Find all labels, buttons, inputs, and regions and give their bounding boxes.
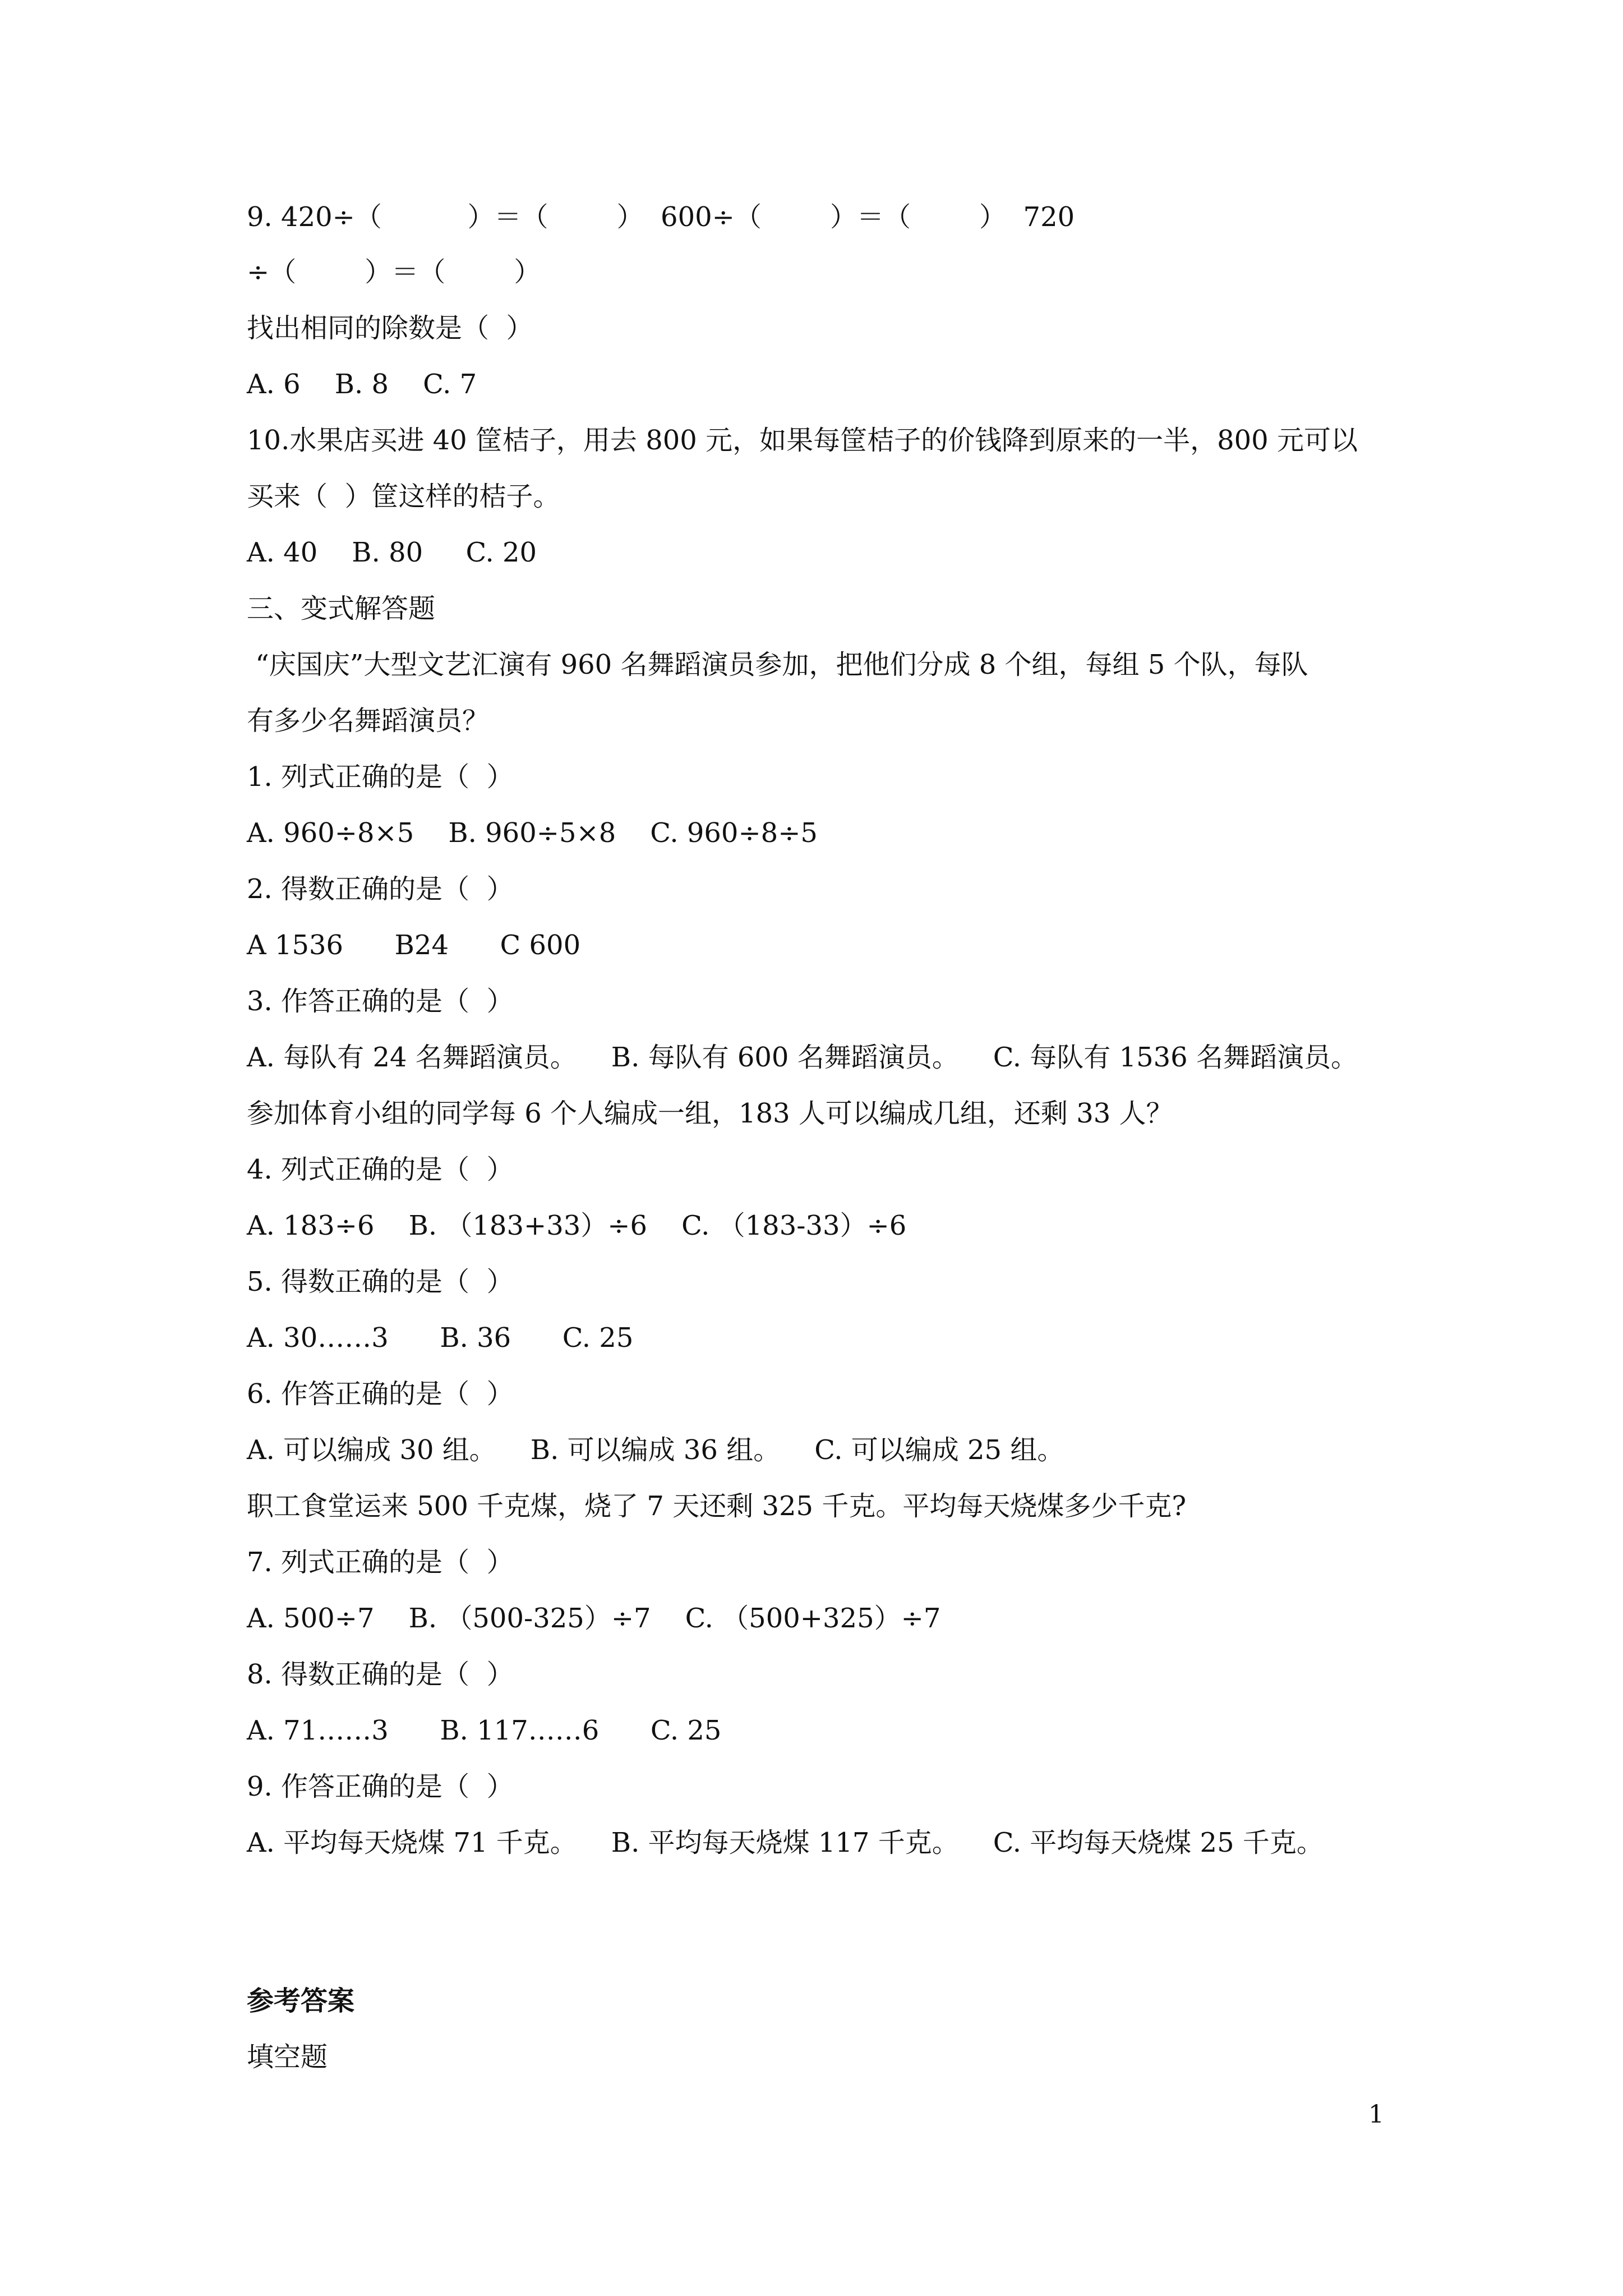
- question-9-options: A. 6 B. 8 C. 7: [247, 369, 477, 400]
- problem-2-text: 参加体育小组的同学每 6 个人编成一组，183 人可以编成几组，还剩 33 人？: [247, 1098, 1173, 1129]
- problem-3-text: 职工食堂运来 500 千克煤，烧了 7 天还剩 325 千克。平均每天烧煤多少千克?: [247, 1490, 1187, 1522]
- sub-question-5: 5. 得数正确的是（ ）: [247, 1266, 514, 1297]
- sub-question-6-options: A. 可以编成 30 组。 B. 可以编成 36 组。 C. 可以编成 25 组。: [247, 1434, 1064, 1466]
- sub-question-7-options: A. 500÷7 B. （500-325）÷7 C. （500+325）÷7: [247, 1603, 941, 1634]
- sub-question-8: 8. 得数正确的是（ ）: [247, 1659, 514, 1690]
- sub-question-4: 4. 列式正确的是（ ）: [247, 1154, 514, 1185]
- sub-question-8-options: A. 71……3 B. 117……6 C. 25: [247, 1715, 722, 1746]
- question-10-options: A. 40 B. 80 C. 20: [247, 537, 537, 568]
- sub-question-1-options: A. 960÷8×5 B. 960÷5×8 C. 960÷8÷5: [247, 817, 818, 849]
- sub-question-6: 6. 作答正确的是（ ）: [247, 1378, 514, 1410]
- section-heading: 三、变式解答题: [247, 593, 436, 624]
- sub-question-4-options: A. 183÷6 B. （183+33）÷6 C. （183-33）÷6: [247, 1210, 907, 1241]
- question-9-line-2: ÷（ ）＝（ ）: [247, 256, 541, 288]
- question-10-line-2: 买来（ ）筐这样的桔子。: [247, 481, 560, 512]
- problem-1-text-line-1: “庆国庆”大型文艺汇演有 960 名舞蹈演员参加，把他们分成 8 个组，每组 5 个队，每队: [247, 649, 1308, 680]
- sub-question-9: 9. 作答正确的是（ ）: [247, 1771, 514, 1802]
- question-9-line-1: 9. 420÷（ ）＝（ ） 600÷（ ）＝（ ） 720: [247, 201, 1075, 233]
- sub-question-9-options: A. 平均每天烧煤 71 千克。 B. 平均每天烧煤 117 千克。 C. 平均每天烧煤 25 千克。: [247, 1827, 1324, 1858]
- page-number: 1: [1368, 2100, 1384, 2129]
- sub-question-3-options: A. 每队有 24 名舞蹈演员。 B. 每队有 600 名舞蹈演员。 C. 每队有 1536 名舞蹈演员。: [247, 1042, 1358, 1073]
- sub-question-2: 2. 得数正确的是（ ）: [247, 873, 514, 905]
- sub-question-1: 1. 列式正确的是（ ）: [247, 761, 514, 793]
- sub-question-5-options: A. 30……3 B. 36 C. 25: [247, 1322, 634, 1354]
- answer-subheading: 填空题: [247, 2041, 328, 2073]
- answer-heading: 参考答案: [247, 1985, 355, 2017]
- problem-1-text-line-2: 有多少名舞蹈演员？: [247, 705, 490, 737]
- question-10-line-1: 10.水果店买进 40 筐桔子，用去 800 元，如果每筐桔子的价钱降到原来的一半，800 元可以: [247, 425, 1358, 456]
- sub-question-7: 7. 列式正确的是（ ）: [247, 1547, 514, 1578]
- sub-question-2-options: A 1536 B24 C 600: [247, 930, 581, 961]
- question-9-prompt: 找出相同的除数是（ ）: [247, 312, 533, 344]
- sub-question-3: 3. 作答正确的是（ ）: [247, 986, 514, 1017]
